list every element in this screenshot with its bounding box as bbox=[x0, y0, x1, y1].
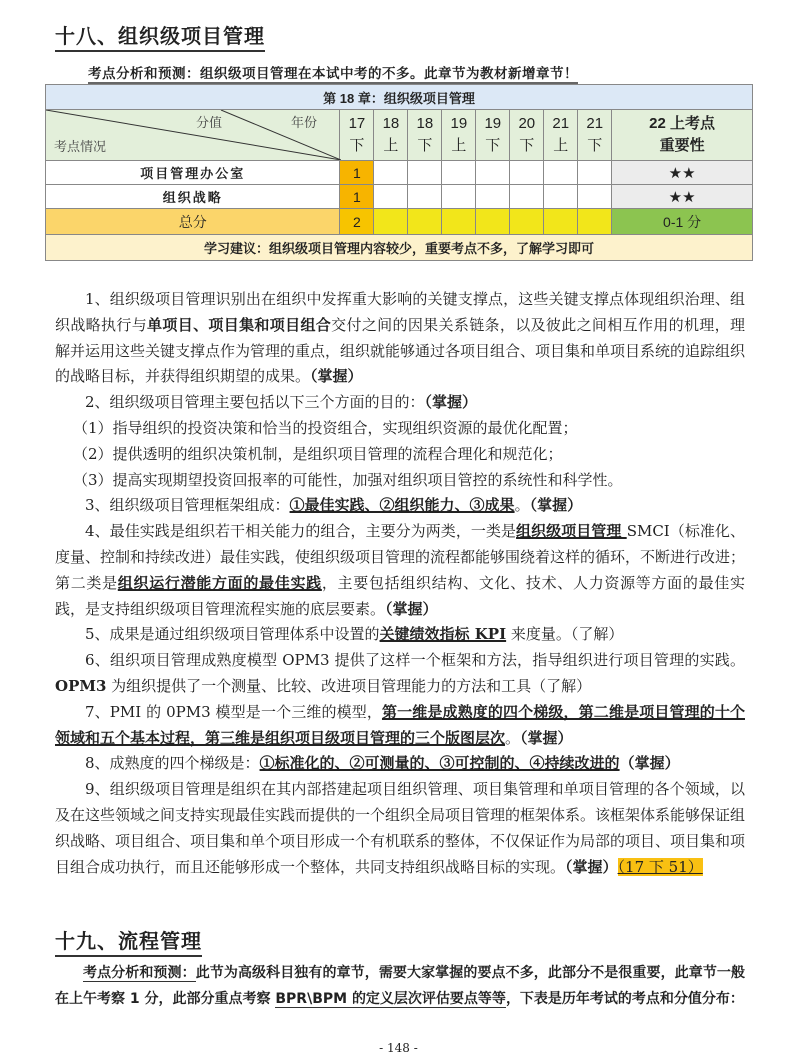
text: 9、组织级项目管理是组织在其内部搭建起项目组织管理、项目集管理和单项目管理的各个领域，以及在这些领域之间支持实现最佳实践而提供的一个组织全局项目管理的框架体系。该框架体系能够保证组织战略、项目组合、项目集和单个项目形成一个有机联系的整体，不仅保证作为局部的项目、项目集和项目组合成功执行，而且还能够形成一个整体，共同支持组织战略目标的实现。 bbox=[55, 780, 746, 876]
text: ，主要包括组织结构、文化、技术、人力资源等方面的最佳实践，是支持组织级项目管理流程实施的底层要素。 bbox=[55, 573, 745, 618]
score-cell bbox=[578, 161, 612, 185]
section-18-analysis: 考点分析和预测：组织级项目管理在本试中考的不多。此章节为教材新增章节！ bbox=[88, 62, 578, 84]
importance-cell: ★★ bbox=[612, 161, 753, 185]
score-cell bbox=[476, 161, 510, 185]
half: 下 bbox=[519, 137, 535, 154]
year-header-cell bbox=[442, 110, 476, 161]
text: 来度量。（了解） bbox=[506, 625, 624, 644]
paragraph bbox=[55, 777, 745, 880]
emphasis: 第一维是成熟度的四个梯级，第二维是项目管理的十个领域和五个基本过程，第三维是组织项目级项目管理的三个版图层次 bbox=[55, 702, 745, 747]
emphasis: 组织级项目管理 bbox=[516, 522, 627, 541]
emphasis: ①标准化的、②可测量的、③可控制的、④持续改进的 bbox=[259, 754, 620, 773]
text: 3、组织级项目管理框架组成： bbox=[85, 496, 290, 515]
analysis-key-topics: BPR\BPM 的定义层次评估要点等等 bbox=[275, 991, 506, 1007]
half: 下 bbox=[587, 137, 603, 154]
paragraph bbox=[55, 700, 745, 752]
row-label: 组织战略 bbox=[46, 185, 340, 209]
emphasis: 关键绩效指标 KPI bbox=[379, 625, 507, 644]
text: 交付之间的因果关系链条，以及彼此之间相互作用的机理，理解并运用这些关键支撑点作为管理的重点，组织就能够通过各项目组合、项目集和单项目系统的追踪组织的战略目标，并获得组织期望的成果。 bbox=[55, 315, 746, 386]
paragraph bbox=[55, 287, 745, 390]
table-row bbox=[46, 209, 753, 235]
diagonal-header-cell bbox=[46, 110, 340, 161]
paragraph bbox=[55, 390, 745, 416]
page-number: - 148 - bbox=[379, 1041, 418, 1055]
score-cell bbox=[578, 209, 612, 235]
year: 18 bbox=[416, 115, 434, 132]
half: 下 bbox=[417, 137, 433, 154]
emphasis: （掌握） bbox=[520, 728, 573, 747]
score-cell bbox=[442, 185, 476, 209]
score-cell bbox=[476, 209, 510, 235]
text: 8、成熟度的四个梯级是： bbox=[85, 754, 260, 773]
analysis-label: 考点分析和预测： bbox=[83, 965, 196, 981]
year-header-cell bbox=[476, 110, 510, 161]
section-18-body bbox=[55, 287, 745, 880]
paragraph bbox=[55, 442, 745, 468]
paragraph bbox=[55, 519, 745, 622]
row-label: 项目管理办公室 bbox=[46, 161, 340, 185]
text: 5、成果是通过组织级项目管理体系中设置的 bbox=[85, 625, 380, 644]
paragraph bbox=[55, 468, 745, 494]
emphasis: （掌握） bbox=[565, 857, 618, 876]
text: 。 bbox=[514, 496, 530, 515]
text: SMCI（标准化、度量、控制和持续改进）最佳实践，使组织级项目管理的流程都能够围绕着这样的循环，不断进行改进；第二类是 bbox=[55, 522, 746, 592]
advice-row bbox=[46, 235, 753, 261]
text: 2、组织级项目管理主要包括以下三个方面的目的： bbox=[85, 393, 425, 412]
paragraph bbox=[55, 416, 745, 442]
score-cell bbox=[442, 209, 476, 235]
year: 18 bbox=[382, 115, 400, 132]
emphasis: （掌握） bbox=[424, 393, 478, 412]
exam-points-table bbox=[45, 84, 753, 261]
analysis-text-end: ，下表是历年考试的考点和分值分布： bbox=[505, 991, 744, 1007]
half: 上 bbox=[451, 137, 467, 154]
score-cell bbox=[442, 161, 476, 185]
score-cell bbox=[510, 209, 544, 235]
text: 1、组织级项目管理识别出在组织中发挥重大影响的关键支撑点，这些关键支撑点体现组织治理、组织战略执行与 bbox=[55, 290, 745, 334]
importance-header-line2: 重要性 bbox=[659, 137, 705, 154]
score-label: 分值 bbox=[196, 115, 223, 130]
emphasis: （掌握） bbox=[310, 367, 363, 386]
emphasis: （掌握） bbox=[385, 599, 438, 618]
score-cell bbox=[408, 161, 442, 185]
score-cell bbox=[476, 185, 510, 209]
table-caption: 第 18 章：组织级项目管理 bbox=[46, 85, 753, 110]
emphasis: ①最佳实践、②组织能力、③成果 bbox=[289, 496, 515, 515]
text: （2）提供透明的组织决策机制，是组织项目管理的流程合理化和规范化； bbox=[73, 444, 563, 463]
section-19-title: 十九、流程管理 bbox=[55, 925, 202, 957]
paragraph bbox=[55, 622, 745, 648]
analysis-text: 此节为高级科目独有的章节，需要大家掌握的要点不多，此部分不是很重要，此章节一般在上午考察 1 分，此部分重点考察 bbox=[55, 965, 746, 1007]
emphasis: OPM3 bbox=[55, 676, 107, 695]
importance-header-line1: 22 上考点 bbox=[649, 115, 716, 132]
year-header-cell bbox=[544, 110, 578, 161]
score-cell bbox=[544, 161, 578, 185]
score-cell bbox=[544, 185, 578, 209]
year: 19 bbox=[450, 115, 468, 132]
score-cell: 2 bbox=[340, 209, 374, 235]
paragraph bbox=[55, 648, 745, 700]
score-cell bbox=[578, 185, 612, 209]
text: 6、组织项目管理成熟度模型 OPM3 提供了这样一个框架和方法，指导组织进行项目管理的实践。 bbox=[85, 651, 745, 670]
emphasis: 单项目、项目集和项目组合 bbox=[147, 315, 332, 334]
row-label: 总分 bbox=[46, 209, 340, 235]
study-advice: 学习建议：组织级项目管理内容较少，重要考点不多，了解学习即可 bbox=[46, 235, 753, 261]
emphasis: （掌握） bbox=[529, 496, 583, 515]
score-cell bbox=[374, 209, 408, 235]
text: 4、最佳实践是组织若干相关能力的组合，主要分为两类，一类是 bbox=[85, 522, 517, 541]
half: 下 bbox=[349, 137, 365, 154]
year-header-cell bbox=[510, 110, 544, 161]
text: 7、PMI 的 0PM3 模型是一个三维的模型， bbox=[85, 702, 382, 721]
text: （3）提高实现期望投资回报率的可能性，加强对组织项目管控的系统性和科学性。 bbox=[73, 470, 623, 489]
table-row bbox=[46, 185, 753, 209]
paragraph bbox=[55, 751, 745, 777]
year: 20 bbox=[518, 115, 536, 132]
year-header-cell bbox=[408, 110, 442, 161]
year-header-cell bbox=[340, 110, 374, 161]
text: 为组织提供了一个测量、比较、改进项目管理能力的方法和工具（了解） bbox=[106, 676, 592, 695]
emphasis: 组织运行潜能方面的最佳实践 bbox=[117, 573, 322, 592]
importance-header bbox=[612, 110, 753, 161]
score-cell bbox=[374, 161, 408, 185]
half: 下 bbox=[485, 137, 501, 154]
score-cell bbox=[510, 161, 544, 185]
score-cell bbox=[510, 185, 544, 209]
importance-cell: ★★ bbox=[612, 185, 753, 209]
exam-point-label: 考点情况 bbox=[54, 139, 107, 154]
score-cell bbox=[544, 209, 578, 235]
source-tag: （17 下 51） bbox=[617, 857, 703, 876]
score-cell: 1 bbox=[340, 185, 374, 209]
paragraph bbox=[55, 493, 745, 519]
score-cell bbox=[408, 185, 442, 209]
text: （1）指导组织的投资决策和恰当的投资组合，实现组织资源的最优化配置； bbox=[73, 418, 578, 437]
year: 19 bbox=[484, 115, 502, 132]
year: 21 bbox=[586, 115, 604, 132]
score-cell bbox=[408, 209, 442, 235]
half: 上 bbox=[553, 137, 569, 154]
year-label: 年份 bbox=[291, 115, 318, 130]
half: 上 bbox=[383, 137, 399, 154]
year: 17 bbox=[348, 115, 366, 132]
year-header-cell bbox=[578, 110, 612, 161]
section-19-analysis bbox=[55, 960, 745, 1012]
section-18-title: 十八、组织级项目管理 bbox=[55, 20, 265, 52]
score-cell bbox=[374, 185, 408, 209]
emphasis: （掌握） bbox=[619, 754, 680, 773]
text: 。 bbox=[505, 728, 521, 747]
year-header-cell bbox=[374, 110, 408, 161]
score-cell: 1 bbox=[340, 161, 374, 185]
year: 21 bbox=[552, 115, 570, 132]
table-row bbox=[46, 161, 753, 185]
importance-cell: 0-1 分 bbox=[612, 209, 753, 235]
